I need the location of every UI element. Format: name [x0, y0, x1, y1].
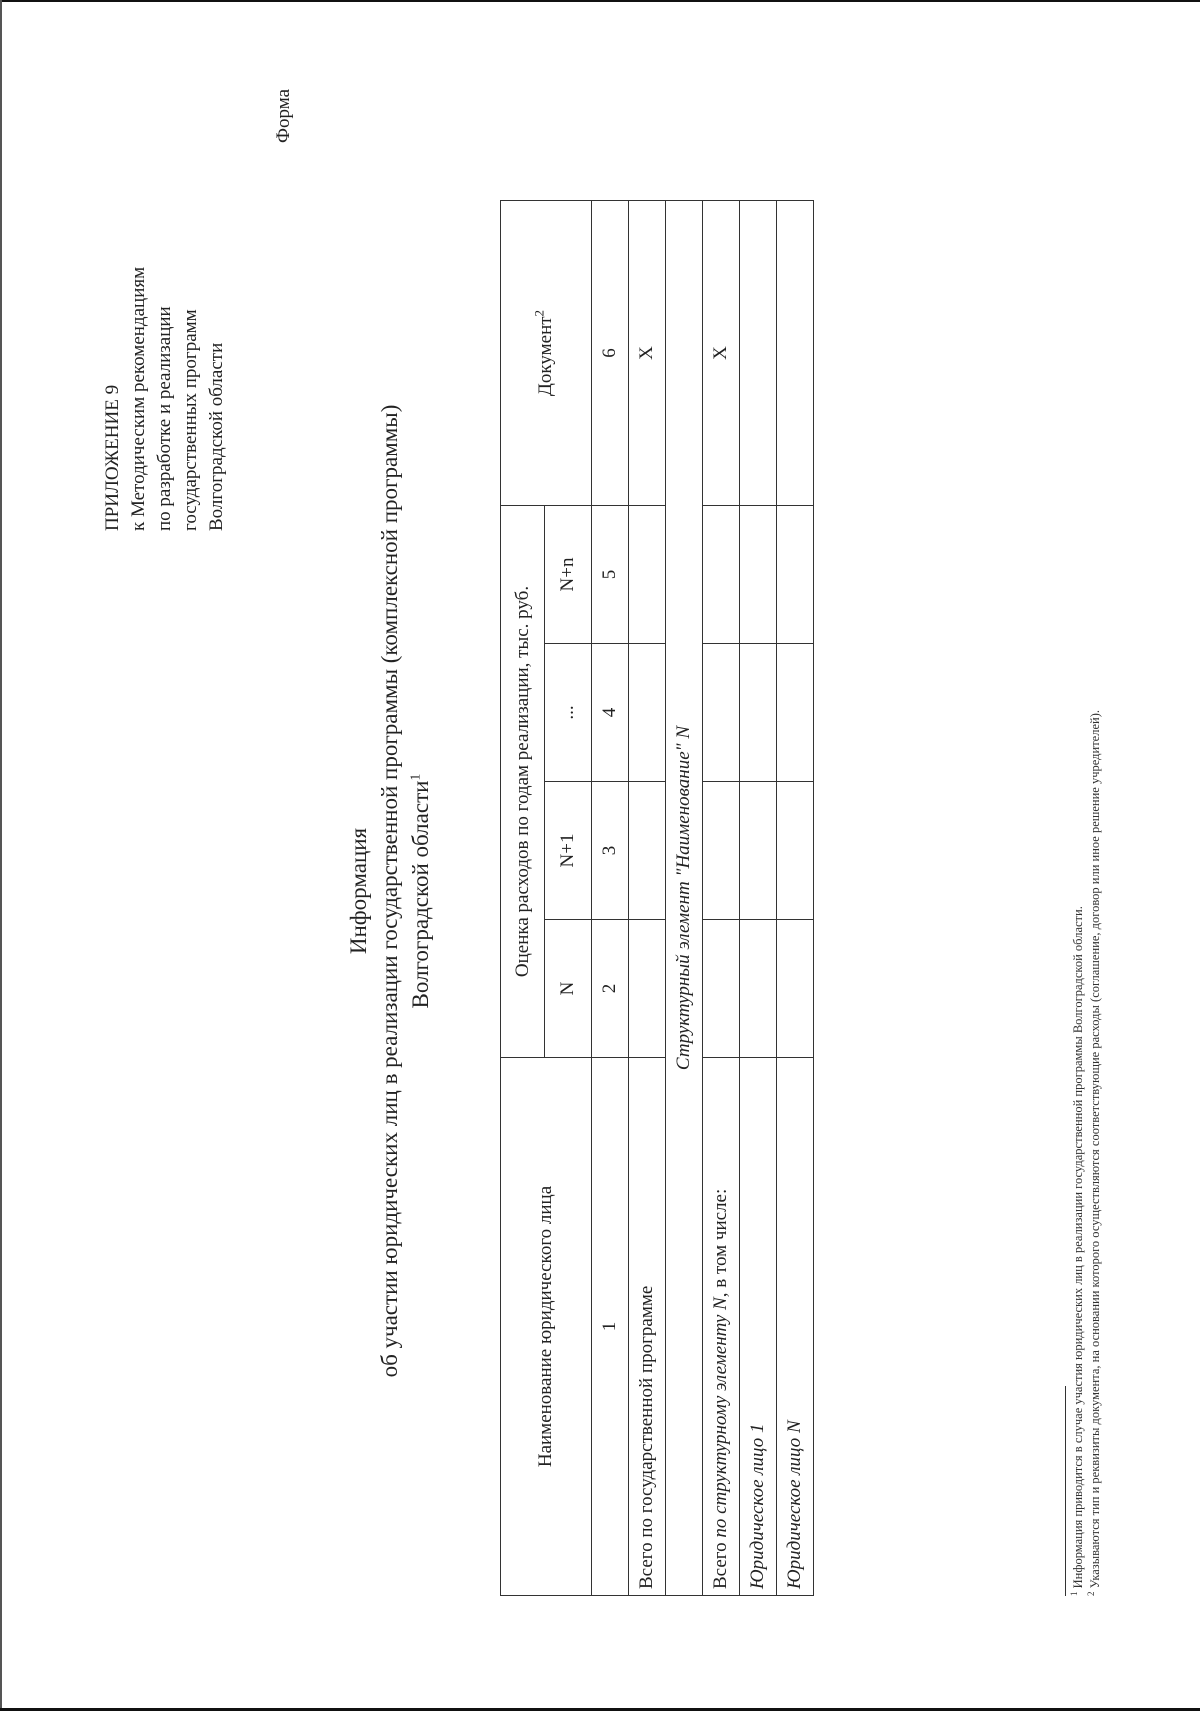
- table-cell: [740, 644, 777, 782]
- program-total-label: Всего по государственной программе: [629, 1058, 666, 1596]
- column-number: 1: [592, 1058, 629, 1596]
- header-year-n-plus-n: N+n: [545, 506, 592, 644]
- header-document-footnote-mark: 2: [531, 309, 547, 317]
- footnote-1: [1070, 146, 1087, 1596]
- header-year-n-plus-1: N+1: [545, 782, 592, 920]
- element-total-italic: по структурному элементу N: [710, 1297, 731, 1538]
- footnote-2: [1087, 146, 1104, 1596]
- footnote-divider: [1065, 1386, 1066, 1596]
- element-total-suffix: , в том числе:: [710, 1188, 731, 1298]
- table-cell: [740, 506, 777, 644]
- element-total-document: X: [703, 201, 740, 506]
- column-number: 3: [592, 782, 629, 920]
- appendix-line: государственных программ: [180, 309, 201, 531]
- table-row-structural-element: [666, 201, 703, 1596]
- appendix-line: по разработке и реализации: [154, 306, 175, 531]
- header-expense-estimate: Оценка расходов по годам реализации, тыс. руб.: [501, 506, 545, 1058]
- appendix-line: Волгоградской области: [206, 342, 227, 531]
- form-label: Форма: [273, 88, 294, 143]
- column-number: 4: [592, 644, 629, 782]
- table-cell: [777, 782, 814, 920]
- entity-n-label: Юридическое лицо N: [777, 1058, 814, 1596]
- title-region: Волгоградской области: [408, 780, 433, 1009]
- table-cell: [629, 920, 666, 1058]
- table-cell: [703, 506, 740, 644]
- entity-1-label: Юридическое лицо 1: [740, 1058, 777, 1596]
- footnotes: [1070, 146, 1104, 1596]
- footnote-2-mark: 2: [1085, 1591, 1096, 1596]
- table-cell: [777, 201, 814, 506]
- title-footnote-mark: 1: [408, 773, 424, 781]
- table-row-program-total: [629, 201, 666, 1596]
- legal-entities-table: [500, 200, 814, 1596]
- header-entity-name: Наименование юридического лица: [501, 1058, 592, 1596]
- table-row-entity-1: [740, 201, 777, 1596]
- footnote-1-text: Информация приводится в случае участия юридических лиц в реализации государственной программы Волгоградской области.: [1071, 906, 1085, 1589]
- table-cell: [703, 782, 740, 920]
- column-number: 2: [592, 920, 629, 1058]
- header-year-ellipsis: ...: [545, 644, 592, 782]
- footnote-1-mark: 1: [1068, 1591, 1079, 1596]
- table-cell: [777, 644, 814, 782]
- table-cell: [777, 920, 814, 1058]
- program-total-document: X: [629, 201, 666, 506]
- table-cell: [740, 782, 777, 920]
- table-cell: [740, 920, 777, 1058]
- header-document-label: Документ: [535, 316, 556, 397]
- table-cell: [629, 506, 666, 644]
- table-cell: [629, 782, 666, 920]
- element-total-label: [703, 1058, 740, 1596]
- appendix-line: ПРИЛОЖЕНИЕ 9: [102, 384, 123, 531]
- appendix-line: к Методическим рекомендациям: [128, 266, 149, 531]
- structural-element-heading: Структурный элемент "Наименование" N: [666, 201, 703, 1596]
- title-line-3: [405, 201, 436, 1581]
- footnote-2-text: Указываются тип и реквизиты документа, на основании которого осуществляются соответствующие расходы (соглашение, договор или иное решение учредителей).: [1088, 710, 1102, 1589]
- column-number-row: [592, 201, 629, 1596]
- element-total-prefix: Всего: [710, 1537, 731, 1589]
- table-cell: [777, 506, 814, 644]
- column-number: 6: [592, 201, 629, 506]
- title-line-2: об участии юридических лиц в реализации государственной программы (комплексной программы): [377, 404, 402, 1378]
- appendix-header: [100, 91, 230, 531]
- document-title: [343, 201, 436, 1581]
- table-row-entity-n: [777, 201, 814, 1596]
- table-cell: [703, 644, 740, 782]
- header-year-n: N: [545, 920, 592, 1058]
- table-cell: [740, 201, 777, 506]
- table-cell: [629, 644, 666, 782]
- header-document: [501, 201, 592, 506]
- table-row-element-total: [703, 201, 740, 1596]
- title-line-1: Информация: [346, 827, 371, 955]
- column-number: 5: [592, 506, 629, 644]
- table-cell: [703, 920, 740, 1058]
